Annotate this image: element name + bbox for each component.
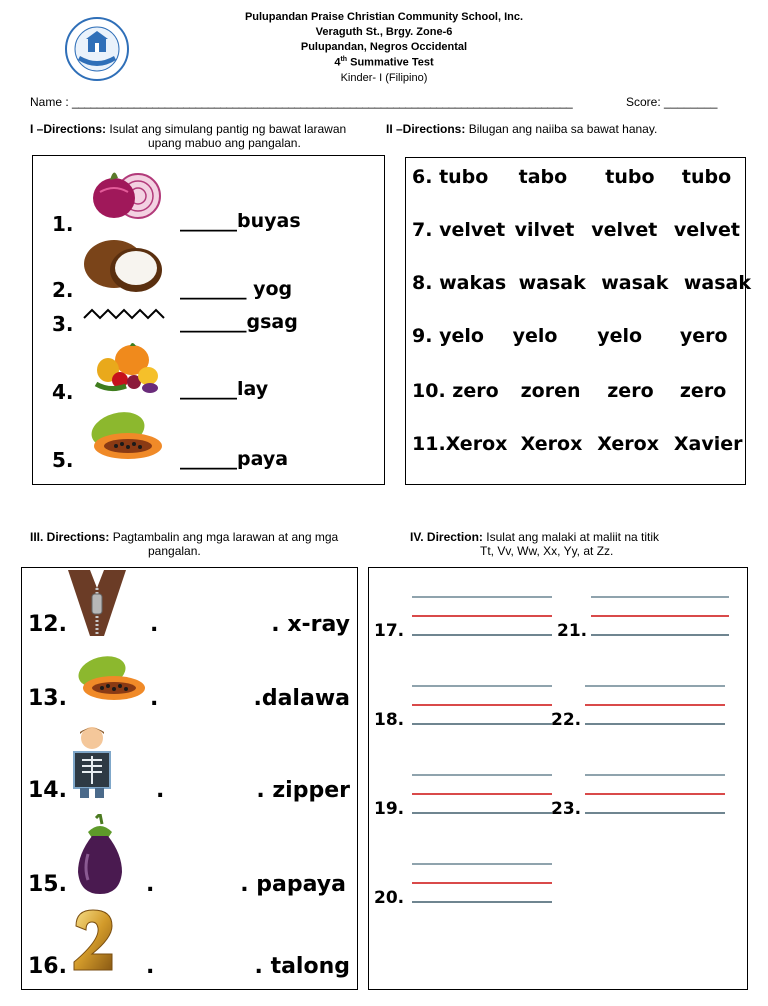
row-word[interactable]: yero (679, 325, 728, 347)
row-word[interactable]: velvet (591, 219, 658, 241)
writing-number: 20. (374, 888, 405, 908)
row-word[interactable]: wakas (439, 272, 507, 294)
score-label: Score: (626, 95, 661, 109)
onion-icon (88, 164, 162, 222)
fill-in-item-3[interactable] (180, 311, 298, 333)
name-blank: _________________________________________________________________________________ (72, 95, 573, 109)
coconut-icon (80, 234, 166, 298)
word-suffix: yog (246, 278, 293, 300)
row-word[interactable]: wasak (518, 272, 586, 294)
row-number: 7. (412, 219, 433, 241)
writing-number: 21. (557, 621, 588, 641)
fill-in-item-4[interactable] (180, 378, 268, 400)
writing-lines-21[interactable] (591, 596, 729, 636)
word-suffix: gsag (246, 311, 298, 333)
blank-line: ______ (180, 378, 237, 400)
score-field[interactable] (626, 95, 717, 109)
section4-directions (410, 530, 760, 558)
writing-number: 19. (374, 799, 405, 819)
section4-title: IV. Direction: (410, 530, 483, 544)
blank-line: _______ (180, 311, 247, 333)
section1-text: Isulat ang simulang pantig ng bawat larawan (109, 122, 347, 136)
row-word[interactable]: zoren (520, 380, 581, 402)
number-two-icon (70, 908, 116, 974)
match-number: 13. (28, 686, 67, 711)
writing-lines-17[interactable] (412, 596, 552, 636)
match-word[interactable]: . zipper (256, 778, 350, 803)
word-suffix: buyas (237, 210, 301, 232)
writing-lines-20[interactable] (412, 863, 552, 903)
writing-number: 18. (374, 710, 405, 730)
row-word[interactable]: wasak (683, 272, 752, 294)
match-number: 16. (28, 954, 67, 979)
row-number: 10. (412, 380, 446, 402)
section2-text: Bilugan ang naiiba sa bawat hanay. (468, 122, 658, 136)
row-word[interactable]: zero (607, 380, 654, 402)
writing-lines-23[interactable] (585, 774, 725, 814)
match-dot-left[interactable]: . (150, 612, 159, 637)
row-label (412, 433, 514, 455)
writing-lines-19[interactable] (412, 774, 552, 814)
match-word[interactable]: . papaya (240, 872, 346, 897)
match-dot-left[interactable]: . (146, 954, 155, 979)
circle-row-7 (412, 219, 740, 241)
item-number: 2. (52, 278, 74, 302)
row-word[interactable]: Xerox (445, 433, 508, 455)
section2-title: II –Directions: (386, 122, 466, 136)
row-number: 11. (412, 433, 446, 455)
zigzag-icon (82, 306, 166, 322)
section3-directions (30, 530, 380, 558)
match-number: 12. (28, 612, 67, 637)
section4-text: Isulat ang malaki at maliit na titik (486, 530, 660, 544)
section3-title: III. Directions: (30, 530, 110, 544)
papaya-icon (76, 652, 146, 704)
papaya-icon (88, 406, 164, 464)
section4-text2: Tt, Vv, Ww, Xx, Yy, at Zz. (480, 544, 614, 558)
match-word[interactable]: .dalawa (253, 686, 350, 711)
row-label (412, 272, 512, 294)
school-name: Pulupandan Praise Christian Community School, Inc. (244, 11, 524, 23)
row-word[interactable]: vilvet (514, 219, 575, 241)
section2-directions (386, 122, 766, 136)
fill-in-item-5[interactable] (180, 448, 288, 470)
row-word[interactable]: velvet (673, 219, 741, 241)
school-street: Veraguth St., Brgy. Zone-6 (315, 26, 453, 38)
xray-boy-icon (70, 724, 114, 800)
match-word[interactable]: . talong (254, 954, 350, 979)
match-dot-left[interactable]: . (150, 686, 159, 711)
zipper-icon (68, 570, 126, 636)
writing-lines-22[interactable] (585, 685, 725, 725)
row-word[interactable]: zero (452, 380, 499, 402)
row-word[interactable]: Xerox (597, 433, 659, 455)
row-word[interactable]: tabo (518, 166, 568, 188)
test-number: 4 (334, 56, 341, 69)
match-dot-left[interactable]: . (146, 872, 155, 897)
match-number: 15. (28, 872, 67, 897)
circle-row-8 (412, 272, 751, 294)
row-word[interactable]: yelo (439, 325, 484, 347)
row-word[interactable]: wasak (601, 272, 669, 294)
row-label (412, 325, 506, 347)
word-suffix: lay (237, 378, 269, 400)
row-label (412, 219, 508, 241)
row-number: 6. (412, 166, 433, 188)
class-level: Kinder- I (Filipino) (340, 72, 428, 84)
name-field[interactable] (30, 95, 572, 109)
item-number: 1. (52, 212, 74, 236)
test-number-suffix: th (340, 56, 348, 63)
circle-row-10 (412, 380, 726, 402)
vegetables-icon (90, 340, 164, 396)
writing-number: 23. (551, 799, 582, 819)
eggplant-icon (72, 814, 128, 896)
row-word[interactable]: tubo (439, 166, 489, 188)
row-word[interactable]: yelo (512, 325, 558, 347)
blank-line: ______ (180, 210, 237, 232)
row-number: 8. (412, 272, 433, 294)
score-blank: ________ (664, 95, 718, 109)
item-number: 5. (52, 448, 74, 472)
circle-row-11 (412, 433, 743, 455)
writing-lines-18[interactable] (412, 685, 552, 725)
section1-title: I –Directions: (30, 122, 107, 136)
writing-number: 22. (551, 710, 582, 730)
match-number: 14. (28, 778, 67, 803)
row-word[interactable]: Xavier (673, 433, 743, 455)
row-label (412, 166, 512, 188)
fill-in-item-1[interactable] (180, 210, 301, 232)
test-title-text: Summative Test (350, 56, 434, 69)
row-word[interactable]: tubo (605, 166, 655, 188)
row-word[interactable]: zero (679, 380, 727, 402)
blank-line: ______ (180, 448, 237, 470)
match-dot-left[interactable]: . (156, 778, 165, 803)
circle-row-6 (412, 166, 731, 188)
blank-line: _______ (180, 278, 247, 300)
circle-row-9 (412, 325, 728, 347)
fill-in-item-2[interactable] (180, 278, 292, 300)
writing-number: 17. (374, 621, 405, 641)
section1-text2: upang mabuo ang pangalan. (148, 136, 301, 150)
row-word[interactable]: Xerox (520, 433, 583, 455)
item-number: 3. (52, 312, 74, 336)
word-suffix: paya (237, 448, 289, 470)
row-word[interactable]: yelo (597, 325, 643, 347)
section3-text2: pangalan. (148, 544, 201, 558)
row-word[interactable]: tubo (681, 166, 732, 188)
row-label (412, 380, 514, 402)
test-title (0, 56, 768, 69)
section1-directions (30, 122, 390, 150)
row-number: 9. (412, 325, 433, 347)
row-word[interactable]: velvet (439, 219, 506, 241)
match-word[interactable]: . x-ray (271, 612, 350, 637)
name-label: Name : (30, 95, 69, 109)
school-town: Pulupandan, Negros Occidental (300, 41, 468, 53)
item-number: 4. (52, 380, 74, 404)
section3-text: Pagtambalin ang mga larawan at ang mga (112, 530, 339, 544)
